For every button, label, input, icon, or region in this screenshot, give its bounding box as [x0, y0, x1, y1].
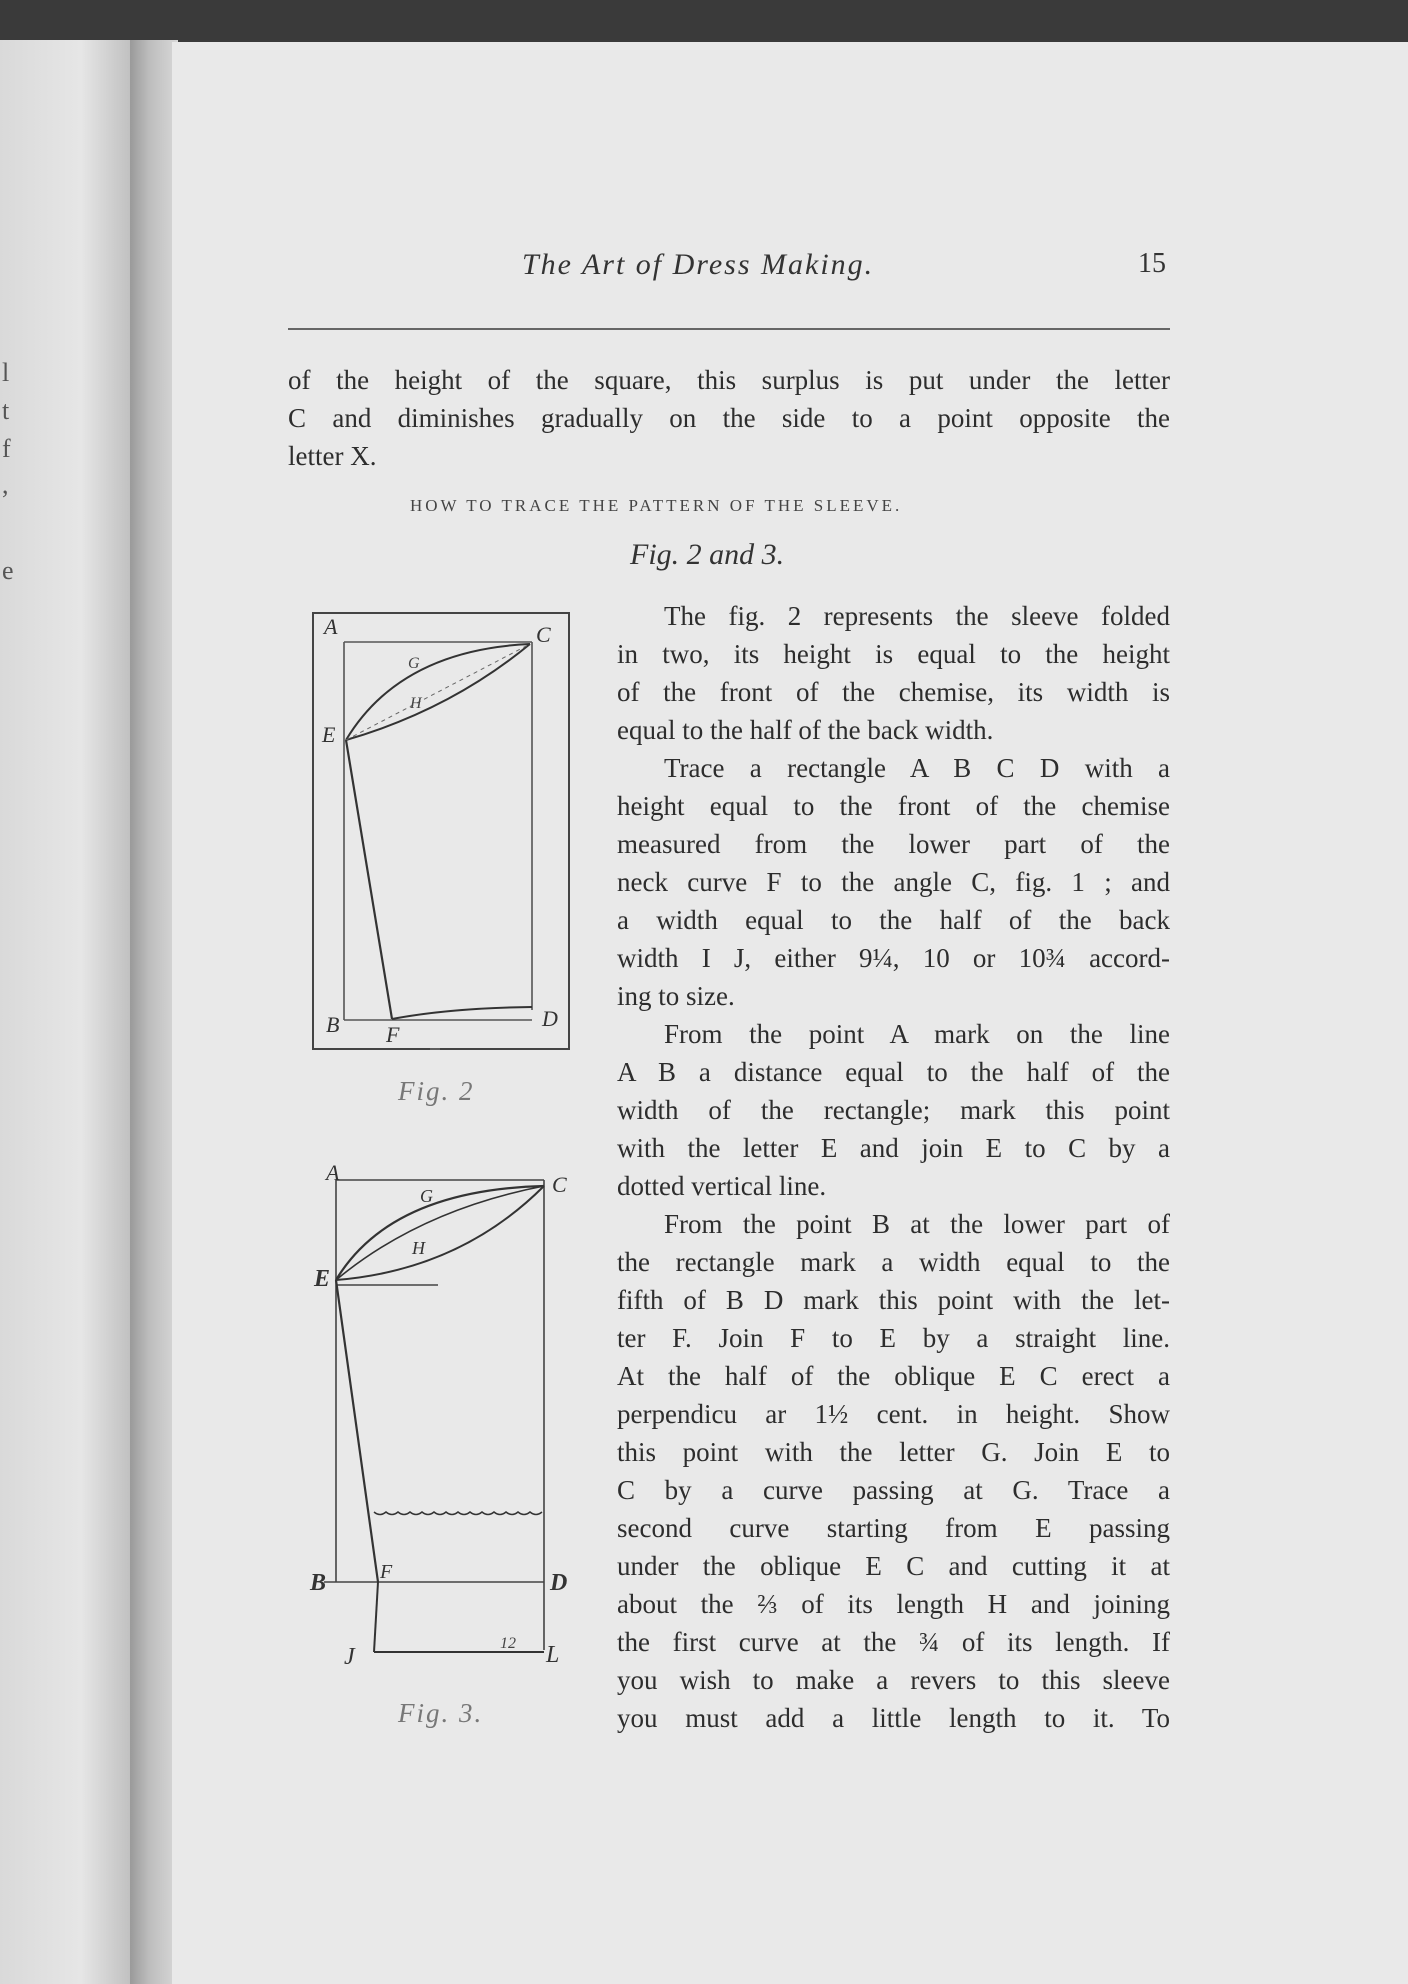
section-subheading: Fig. 2 and 3. [630, 538, 785, 571]
body-line: C by a curve passing at G. Trace a [617, 1475, 1170, 1505]
body-line: you wish to make a revers to this sleeve [617, 1665, 1170, 1695]
fig2-label-b: B [326, 1012, 340, 1037]
body-line: dotted vertical line. [617, 1171, 827, 1201]
body-line: neck curve F to the angle C, fig. 1 ; and [617, 867, 1170, 897]
body-line: From the point B at the lower part of [664, 1209, 1170, 1239]
body-line: The fig. 2 represents the sleeve folded [664, 601, 1170, 631]
fig3-label-c: C [552, 1172, 567, 1197]
fig3-label-12: 12 [500, 1635, 516, 1652]
body-line: From the point A mark on the line [664, 1019, 1170, 1049]
fig3-label-e: E [314, 1266, 331, 1292]
facing-page-fragment: t [2, 396, 10, 425]
fig2-label-f: F [386, 1022, 400, 1047]
fig2-label-g: G [408, 655, 420, 672]
body-line: equal to the half of the back width. [617, 715, 994, 745]
fig3-label-j: J [344, 1644, 355, 1670]
body-line: the rectangle mark a width equal to the [617, 1247, 1170, 1277]
intro-line: letter X. [288, 441, 377, 471]
facing-page-edge [0, 40, 135, 1984]
fig3-label-f: F [380, 1561, 393, 1583]
fig2-label-e: E [322, 722, 336, 747]
body-line: under the oblique E C and cutting it at [617, 1551, 1170, 1581]
header-rule [288, 328, 1170, 330]
figure-2-sleeve-diagram [300, 600, 590, 1060]
fig3-label-b: B [310, 1570, 327, 1596]
body-line: the first curve at the ¾ of its length. If [617, 1627, 1170, 1657]
fig2-label-h: H [410, 695, 422, 712]
body-line: width I J, either 9¼, 10 or 10¾ accord- [617, 943, 1170, 973]
facing-page-fragment: , [2, 470, 9, 499]
fig3-label-g: G [420, 1186, 433, 1206]
body-line: you must add a little length to it. To [617, 1703, 1170, 1733]
intro-line: of the height of the square, this surplus is put under the letter [288, 365, 1170, 395]
book-gutter [130, 40, 178, 1984]
section-heading: HOW TO TRACE THE PATTERN OF THE SLEEVE. [410, 496, 903, 515]
fig3-label-h: H [412, 1238, 425, 1258]
figure-2-caption: Fig. 2 [398, 1076, 475, 1106]
body-line: measured from the lower part of the [617, 829, 1170, 859]
body-line: ing to size. [617, 981, 735, 1011]
fig3-label-l: L [546, 1642, 560, 1668]
body-line: with the letter E and join E to C by a [617, 1133, 1170, 1163]
running-header: The Art of Dress Making. [522, 248, 875, 281]
body-line: in two, its height is equal to the height [617, 639, 1170, 669]
body-line: ter F. Join F to E by a straight line. [617, 1323, 1170, 1353]
fig2-label-d: D [542, 1006, 558, 1031]
fig3-label-d: D [550, 1570, 568, 1596]
facing-page-fragment: l [2, 358, 10, 387]
body-line: A B a distance equal to the half of the [617, 1057, 1170, 1087]
facing-page-fragment: e [2, 556, 14, 585]
fig2-label-a: A [324, 614, 338, 639]
facing-page-fragment: f [2, 434, 11, 463]
figure-3-caption: Fig. 3. [398, 1698, 484, 1728]
intro-line: C and diminishes gradually on the side to a point opposite the [288, 403, 1170, 433]
figure-3-sleeve-diagram [300, 1150, 590, 1670]
body-line: At the half of the oblique E C erect a [617, 1361, 1170, 1391]
body-line: a width equal to the half of the back [617, 905, 1170, 935]
body-line: fifth of B D mark this point with the let- [617, 1285, 1170, 1315]
body-line: second curve starting from E passing [617, 1513, 1170, 1543]
body-line: this point with the letter G. Join E to [617, 1437, 1170, 1467]
body-line: perpendicu ar 1½ cent. in height. Show [617, 1399, 1170, 1429]
body-line: height equal to the front of the chemise [617, 791, 1170, 821]
body-line: Trace a rectangle A B C D with a [664, 753, 1170, 783]
page-number: 15 [1138, 248, 1166, 279]
fig2-label-c: C [536, 622, 551, 647]
fig3-label-a: A [326, 1160, 340, 1185]
body-line: about the ⅔ of its length H and joining [617, 1589, 1170, 1619]
body-line: width of the rectangle; mark this point [617, 1095, 1170, 1125]
body-line: of the front of the chemise, its width is [617, 677, 1170, 707]
